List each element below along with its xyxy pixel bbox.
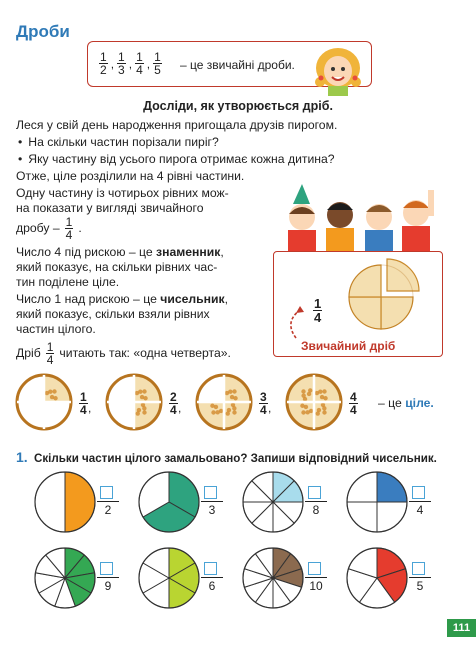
denominator: 9: [104, 579, 112, 593]
fraction-circle: [33, 470, 97, 534]
fraction: $\frac{1}{4}$: [46, 340, 54, 367]
children-illustration: [278, 182, 443, 254]
answer-box[interactable]: [204, 562, 217, 575]
separator: ,: [178, 401, 182, 415]
denominator: 5: [416, 579, 424, 593]
girl-illustration: [312, 38, 364, 96]
sequence-tail: – це ціле.: [378, 396, 434, 410]
circle-sector: [65, 472, 95, 532]
pizza-icon: [104, 372, 164, 432]
page-title: Дроби: [16, 22, 70, 41]
denominator: 2: [104, 503, 112, 517]
fraction: $\frac{1}{2}$: [100, 50, 107, 77]
intro-fractions: $\frac{1}{2}$ , $\frac{1}{3}$ , $\frac{1}{4}$ , $\frac{1}{5}$: [100, 50, 161, 77]
circle-sector: [35, 472, 65, 532]
exercise-grid: [0, 470, 476, 610]
denominator: 3: [208, 503, 216, 517]
fraction-circle: [345, 546, 409, 610]
denominator: 6: [208, 579, 216, 593]
card-fraction: $\frac{1}{4}$: [314, 296, 322, 325]
fraction: $\frac{2}{4}$: [170, 390, 177, 417]
fraction: $\frac{1}{3}$: [118, 50, 125, 77]
fraction-circle: [241, 470, 305, 534]
numerator-paragraph: Число 1 над рискою – це чисельник, який показує, скільки взяли рівних частин цілого.: [16, 292, 228, 337]
fraction: $\frac{4}{4}$: [350, 390, 357, 417]
whole-term: ціле.: [405, 396, 434, 410]
paragraph-1: Одну частину із чотирьох рівних мож- на показати у вигляді звичайного дробу – $\frac{1}{4}$ .: [16, 186, 229, 243]
answer-box[interactable]: [412, 562, 425, 575]
denominator: 10: [309, 579, 323, 593]
denominator-term: знаменник: [156, 245, 221, 259]
reading-line: Дріб $\frac{1}{4}$ читають так: «одна четверта».: [16, 340, 231, 367]
fraction: $\frac{1}{4}$: [136, 50, 143, 77]
fraction-circle: [137, 546, 201, 610]
exercise-prompt: Скільки частин цілого замальовано? Запиши відповідний чисельник.: [34, 452, 437, 465]
pizza-icon: [345, 257, 421, 335]
separator: ,: [268, 401, 272, 415]
answer-box[interactable]: [100, 562, 113, 575]
intro-text: – це звичайні дроби.: [180, 58, 295, 72]
fraction-circle: [33, 546, 97, 610]
conclusion-line: Отже, ціле розділили на 4 рівні частини.: [16, 169, 245, 183]
fraction-bar: [305, 577, 327, 578]
fraction-circle: [137, 470, 201, 534]
fraction-bar: [409, 501, 431, 502]
story-line: Леся у свій день народження пригощала друзів пирогом.: [16, 118, 338, 132]
fraction-bar: [201, 577, 223, 578]
denominator: 4: [416, 503, 424, 517]
fraction-circle: [241, 546, 305, 610]
fraction-bar: [409, 577, 431, 578]
fraction-bar: [305, 501, 327, 502]
question-1: • На скільки частин порізали пиріг?: [18, 135, 219, 150]
card-label: Звичайний дріб: [301, 339, 396, 353]
fraction-circle: [345, 470, 409, 534]
fraction: $\frac{1}{4}$: [80, 390, 87, 417]
pizza-icon: [194, 372, 254, 432]
fraction-bar: [97, 501, 119, 502]
fraction: $\frac{3}{4}$: [260, 390, 267, 417]
answer-box[interactable]: [308, 562, 321, 575]
fraction-bar: [201, 501, 223, 502]
answer-box[interactable]: [308, 486, 321, 499]
answer-box[interactable]: [412, 486, 425, 499]
answer-box[interactable]: [204, 486, 217, 499]
denominator-paragraph: Число 4 під рискою – це знаменник, який показує, на скільки рівних час- тин поділене ціле.: [16, 245, 224, 290]
page-number: 111: [447, 619, 476, 637]
fraction-bar: [97, 577, 119, 578]
numerator-term: чисельник: [160, 292, 225, 306]
pizza-slice-separated: [387, 259, 419, 291]
question-2: • Яку частину від усього пирога отримає кожна дитина?: [18, 152, 335, 167]
separator: ,: [88, 401, 92, 415]
pizza-icon: [14, 372, 74, 432]
arrow-icon: [282, 300, 322, 340]
answer-box[interactable]: [100, 486, 113, 499]
pizza-icon: [284, 372, 344, 432]
denominator: 8: [312, 503, 320, 517]
section-heading: Досліди, як утворюється дріб.: [143, 99, 333, 113]
fraction: $\frac{1}{5}$: [154, 50, 161, 77]
exercise-number: 1.: [16, 449, 28, 465]
fraction: $\frac{1}{4}$: [65, 215, 73, 243]
